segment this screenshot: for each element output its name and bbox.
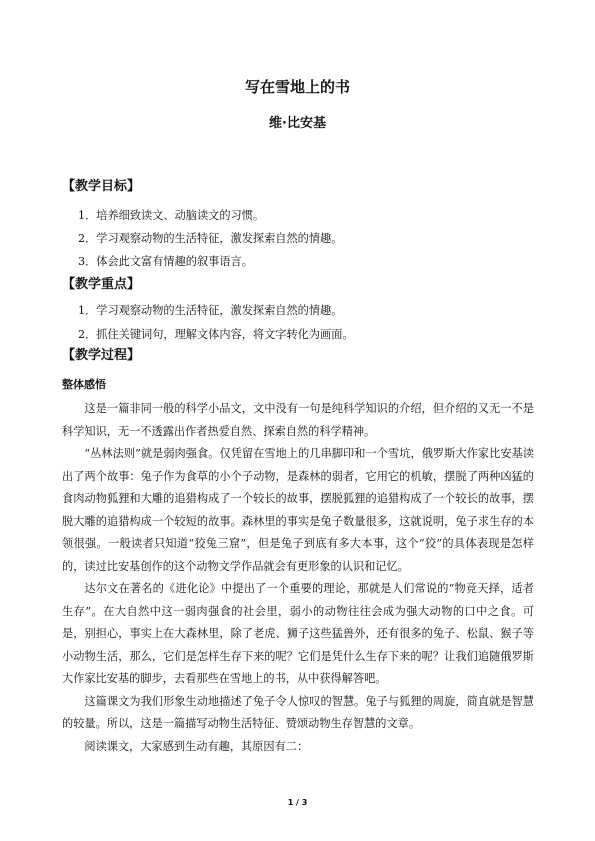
section-heading-goals: 【教学目标】 bbox=[62, 179, 141, 194]
body-text bbox=[62, 398, 534, 758]
goal-item-1: 1．培养细致读文、动脑读文的习惯。 bbox=[78, 209, 265, 222]
paragraph-4: 这篇课文为我们形象生动地描述了兔子令人惊叹的智慧。兔子与狐狸的周旋，简直就是智慧的较量。所以，这是一篇描写动物生活特征、赞颂动物生存智慧的文章。 bbox=[62, 694, 534, 730]
document-title: 写在雪地上的书 bbox=[244, 78, 350, 96]
key-point-item-2: 2．抓住关键词句，理解文体内容，将文字转化为画面。 bbox=[78, 328, 354, 341]
goal-item-2: 2．学习观察动物的生活特征，激发探索自然的情趣。 bbox=[78, 232, 343, 245]
paragraph-1: 这是一篇非同一般的科学小品文，文中没有一句是纯科学知识的介绍，但介绍的又无一不是科学知识，无一不透露出作者热爱自然、探索自然的科学精神。 bbox=[62, 402, 534, 438]
document-author: 维·比安基 bbox=[269, 116, 326, 131]
paragraph-2: “丛林法则”就是弱肉强食。仅凭留在雪地上的几串脚印和一个雪坑，俄罗斯大作家比安基读出了两个故事：兔子作为食草的小个子动物，是森林的弱者，它用它的机敏，摆脱了两种凶猛的食肉动物狐狸和大雕的追猎构成了一个较长的故事，摆脱狐狸的追猎构成了一个较长的故事，摆脱大雕的追猎构成一个较短的故事。森林里的事实是兔子数量很多，这就说明，兔子求生存的本领很强。一般读者只知道“狡兔三窟”，但是兔子到底有多大本事，这个“狡”的具体表现是怎样的，读过比安基创作的这个动物文学作品就会有更形象的认识和记忆。 bbox=[62, 447, 534, 573]
section-heading-key-points: 【教学重点】 bbox=[62, 277, 141, 292]
section-heading-process: 【教学过程】 bbox=[62, 348, 141, 363]
paragraph-3: 达尔文在著名的《进化论》中提出了一个重要的理论，那就是人们常说的“物竞天择，适者生存”。在大自然中这一弱肉强食的社会里，弱小的动物往往会成为强大动物的口中之食。可是，别担心，事实上在大森林里，除了老虎、狮子这些猛兽外，还有很多的兔子、松鼠、猴子等小动物生活，那么，它们是怎样生存下来的呢？它们是凭什么生存下来的呢？让我们追随俄罗斯大作家比安基的脚步，去看那些在雪地上的书，从中获得解答吧。 bbox=[62, 582, 534, 685]
paragraph-5: 阅读课文，大家感到生动有趣，其原因有二： bbox=[84, 739, 309, 753]
goal-item-3: 3．体会此文富有情趣的叙事语言。 bbox=[78, 255, 253, 268]
key-point-item-1: 1．学习观察动物的生活特征，激发探索自然的情趣。 bbox=[78, 304, 343, 317]
subheading-overall-perception: 整体感悟 bbox=[62, 378, 106, 391]
page-number: 1 / 3 bbox=[287, 798, 308, 807]
